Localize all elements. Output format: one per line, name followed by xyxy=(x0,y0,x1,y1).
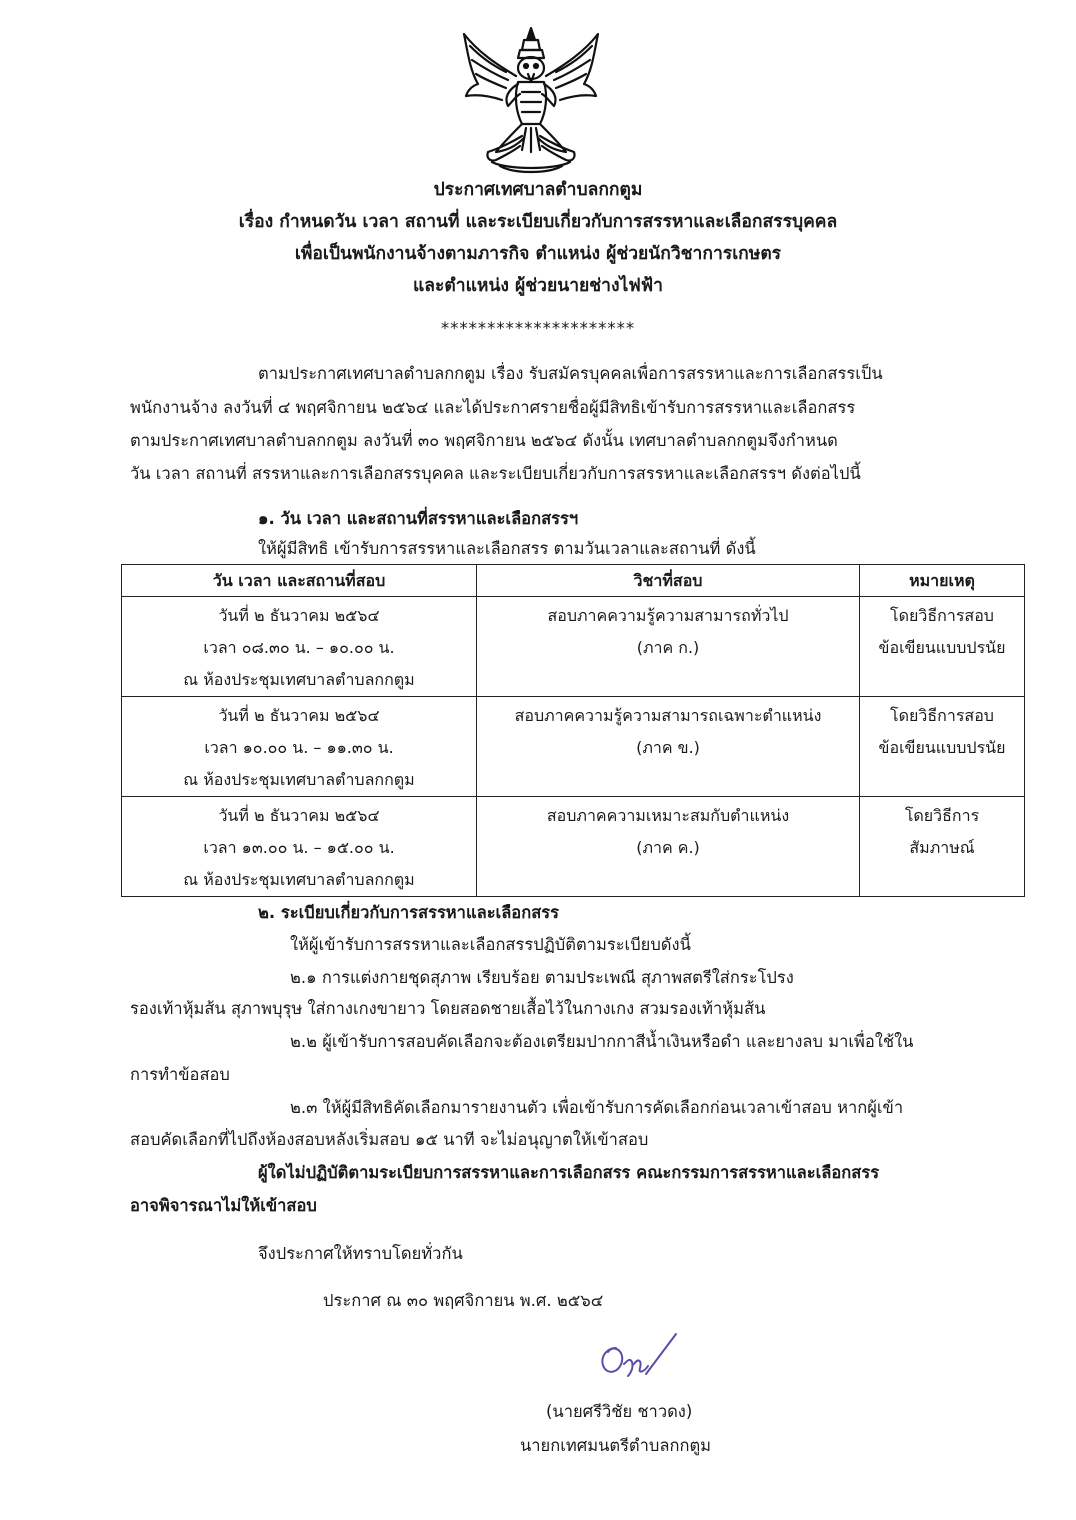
rule-2-2-line-2: การทำข้อสอบ xyxy=(130,1065,230,1084)
announcement-date: ประกาศ ณ ๓๐ พฤศจิกายน พ.ศ. ๒๕๖๔ xyxy=(323,1291,604,1310)
exam-time: เวลา ๐๘.๓๐ น. – ๑๐.๐๐ น. xyxy=(203,638,395,657)
section-2-lead: ให้ผู้เข้ารับการสรรหาและเลือกสรรปฏิบัติตามระเบียบดังนี้ xyxy=(290,935,691,954)
rule-2-1-line-2: รองเท้าหุ้มส้น สุภาพบุรุษ ใส่กางเกงขายาว โดยสอดชายเสื้อไว้ในกางเกง สวมรองเท้าหุ้มส้น xyxy=(130,999,766,1018)
exam-date: วันที่ ๒ ธันวาคม ๒๕๖๔ xyxy=(218,806,380,825)
cell-subject xyxy=(477,797,860,897)
header-remark: หมายเหตุ xyxy=(860,565,1025,597)
closing-notice: จึงประกาศให้ทราบโดยทั่วกัน xyxy=(258,1244,463,1263)
exam-time: เวลา ๑๓.๐๐ น. – ๑๕.๐๐ น. xyxy=(203,838,395,857)
separator: ********************* xyxy=(440,319,636,338)
cell-datetime-place xyxy=(122,797,477,897)
table-header-row xyxy=(122,565,1025,597)
exam-place: ณ ห้องประชุมเทศบาลตำบลกกตูม xyxy=(183,670,415,689)
intro-line-3: ตามประกาศเทศบาลตำบลกกตูม ลงวันที่ ๓๐ พฤศจิกายน ๒๕๖๔ ดังนั้น เทศบาลตำบลกกตูมจึงกำหนด xyxy=(130,431,838,450)
intro-line-4: วัน เวลา สถานที่ สรรหาและการเลือกสรรบุคคล และระเบียบเกี่ยวกับการสรรหาและเลือกสรรฯ ดังต่อไปนี้ xyxy=(130,464,861,483)
signer-position: นายกเทศมนตรีตำบลกกตูม xyxy=(520,1436,712,1455)
exam-subject: สอบภาคความรู้ความสามารถทั่วไป xyxy=(547,606,789,625)
signer-name: (นายศรีวิชัย ชาวดง) xyxy=(546,1402,693,1421)
exam-method: โดยวิธีการ xyxy=(904,806,980,825)
exam-part: (ภาค ข.) xyxy=(636,738,700,757)
exam-part: (ภาค ก.) xyxy=(636,638,700,657)
exam-method: โดยวิธีการสอบ xyxy=(890,706,994,725)
exam-subject: สอบภาคความเหมาะสมกับตำแหน่ง xyxy=(546,806,790,825)
signature-mark-icon xyxy=(594,1330,686,1386)
header-subject: วิชาที่สอบ xyxy=(477,565,860,597)
cell-subject xyxy=(477,597,860,697)
exam-date: วันที่ ๒ ธันวาคม ๒๕๖๔ xyxy=(218,606,380,625)
exam-method-detail: สัมภาษณ์ xyxy=(909,838,975,857)
exam-place: ณ ห้องประชุมเทศบาลตำบลกกตูม xyxy=(183,870,415,889)
announcement-title: ประกาศเทศบาลตำบลกกตูม xyxy=(433,180,643,200)
rule-2-3-line-2: สอบคัดเลือกที่ไปถึงห้องสอบหลังเริ่มสอบ ๑๕ นาที จะไม่อนุญาตให้เข้าสอบ xyxy=(130,1130,649,1149)
section-1-lead: ให้ผู้มีสิทธิ เข้ารับการสรรหาและเลือกสรร ตามวันเวลาและสถานที่ ดังนี้ xyxy=(258,539,756,558)
subject-line-2: เพื่อเป็นพนักงานจ้างตามภารกิจ ตำแหน่ง ผู้ช่วยนักวิชาการเกษตร xyxy=(294,244,782,264)
table-row xyxy=(122,597,1025,697)
exam-subject: สอบภาคความรู้ความสามารถเฉพาะตำแหน่ง xyxy=(514,706,822,725)
exam-part: (ภาค ค.) xyxy=(636,838,700,857)
intro-line-1: ตามประกาศเทศบาลตำบลกกตูม เรื่อง รับสมัครบุคคลเพื่อการสรรหาและการเลือกสรรเป็น xyxy=(258,364,883,383)
cell-remark xyxy=(860,597,1025,697)
subject-line-3: และตำแหน่ง ผู้ช่วยนายช่างไฟฟ้า xyxy=(413,276,663,296)
exam-time: เวลา ๑๐.๐๐ น. – ๑๑.๓๐ น. xyxy=(204,738,394,757)
table-row xyxy=(122,697,1025,797)
exam-method: โดยวิธีการสอบ xyxy=(890,606,994,625)
header-datetime-place: วัน เวลา และสถานที่สอบ xyxy=(122,565,477,597)
warning-line-1: ผู้ใดไม่ปฏิบัติตามระเบียบการสรรหาและการเลือกสรร คณะกรรมการสรรหาและเลือกสรร xyxy=(258,1163,880,1182)
exam-method-detail: ข้อเขียนแบบปรนัย xyxy=(878,638,1006,657)
exam-place: ณ ห้องประชุมเทศบาลตำบลกกตูม xyxy=(183,770,415,789)
intro-line-2: พนักงานจ้าง ลงวันที่ ๔ พฤศจิกายน ๒๕๖๔ และได้ประกาศรายชื่อผู้มีสิทธิเข้ารับการสรรหาและเลือกสรร xyxy=(130,398,856,417)
rule-2-2-line-1: ๒.๒ ผู้เข้ารับการสอบคัดเลือกจะต้องเตรียมปากกาสีน้ำเงินหรือดำ และยางลบ มาเพื่อใช้ใน xyxy=(290,1032,914,1051)
cell-datetime-place xyxy=(122,597,477,697)
cell-remark xyxy=(860,797,1025,897)
rule-2-3-line-1: ๒.๓ ให้ผู้มีสิทธิคัดเลือกมารายงานตัว เพื่อเข้ารับการคัดเลือกก่อนเวลาเข้าสอบ หากผู้เข้า xyxy=(290,1098,904,1117)
cell-remark xyxy=(860,697,1025,797)
garuda-emblem-icon xyxy=(456,24,606,176)
table-row xyxy=(122,797,1025,897)
rule-2-1-line-1: ๒.๑ การแต่งกายชุดสุภาพ เรียบร้อย ตามประเพณี สุภาพสตรีใส่กระโปรง xyxy=(290,968,794,987)
exam-date: วันที่ ๒ ธันวาคม ๒๕๖๔ xyxy=(218,706,380,725)
exam-schedule-table xyxy=(121,564,1025,897)
cell-subject xyxy=(477,697,860,797)
section-1-heading: ๑. วัน เวลา และสถานที่สรรหาและเลือกสรรฯ xyxy=(258,509,579,528)
warning-line-2: อาจพิจารณาไม่ให้เข้าสอบ xyxy=(130,1196,317,1215)
exam-method-detail: ข้อเขียนแบบปรนัย xyxy=(878,738,1006,757)
section-2-heading: ๒. ระเบียบเกี่ยวกับการสรรหาและเลือกสรร xyxy=(258,903,560,922)
cell-datetime-place xyxy=(122,697,477,797)
subject-line-1: เรื่อง กำหนดวัน เวลา สถานที่ และระเบียบเกี่ยวกับการสรรหาและเลือกสรรบุคคล xyxy=(238,212,838,232)
